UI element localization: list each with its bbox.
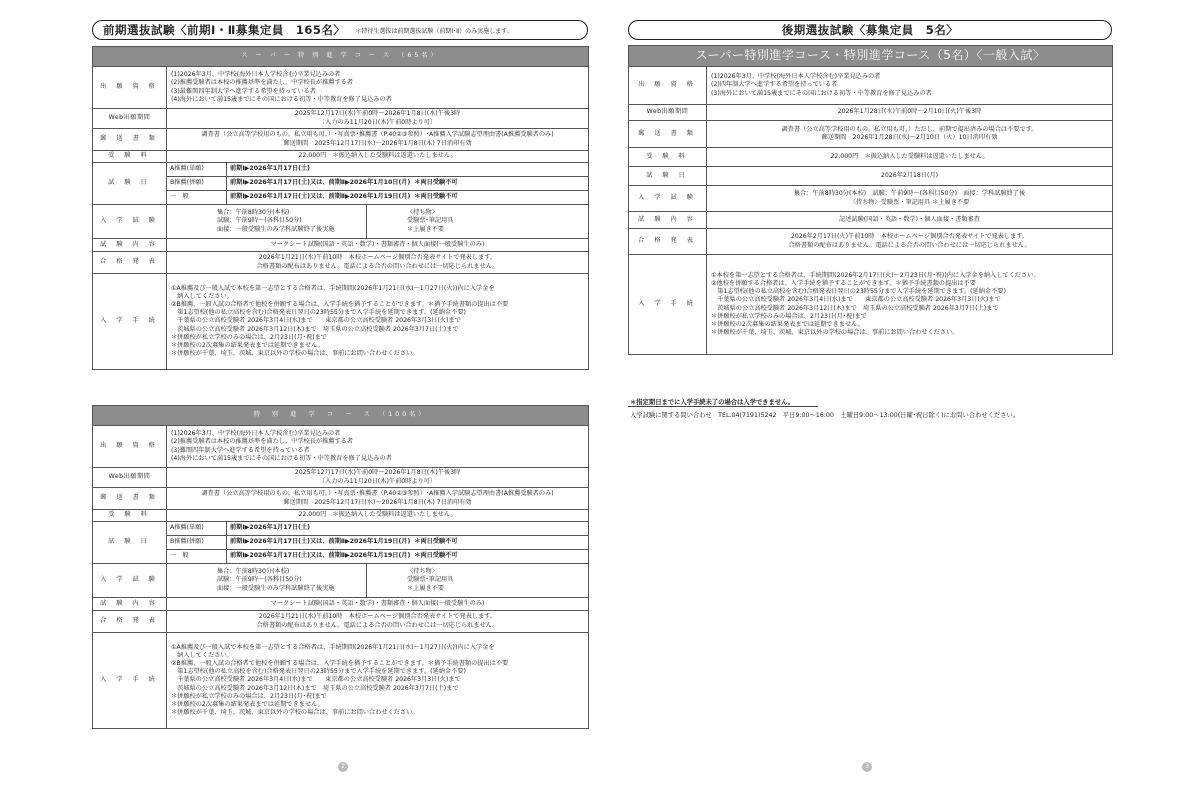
left-section-note: ＊特待生選抜は前期選抜試験（前期Ⅰ･Ⅱ）のみ実施します。 bbox=[355, 27, 513, 35]
exam-type-b: B推薦(併願) bbox=[167, 177, 227, 191]
right-section-pill bbox=[628, 20, 1112, 40]
exam-type-a: A推薦(単願) bbox=[167, 163, 227, 177]
exam-date-label: 試 験 日 bbox=[629, 167, 707, 186]
exam-type-general: 一 般 bbox=[167, 191, 227, 205]
exam-date-b: 前期Ⅰ▶2026年1月17日(土)又は、前期Ⅱ▶2026年1月19日(月) ＊両日受験不可 bbox=[227, 536, 589, 550]
exam-fee-text: 22,000円 ＊振込納入した受験料は返還いたしません。 bbox=[167, 151, 589, 163]
entrance-exam-label: 入 学 試 験 bbox=[629, 186, 707, 212]
page-number-right: 3 bbox=[862, 762, 872, 772]
mail-documents-label: 郵 送 書 類 bbox=[629, 121, 707, 148]
exam-fee-text: 22,000円 ＊振込納入した受験料は返還いたしません。 bbox=[167, 510, 589, 522]
procedure-label: 入 学 手 続 bbox=[93, 633, 167, 729]
footer-warning: ＊指定期日までに入学手続未了の場合は入学できません。 bbox=[630, 399, 795, 406]
page-number-left: 2 bbox=[338, 762, 348, 772]
mail-documents-text: 調査書（公立高等学校用のもの。私立用も可。）ただし、前期で提出済みの場合は不要です。 郵送期間 2026年1月28日(水)〜2月10日（火）10日消印有効 bbox=[707, 121, 1113, 148]
procedure-text: ①A推薦及び一般入試で本校を第一志望とする合格者は、手続期間(2026年1月21日(水)〜1月27日(火))内に入学金を 納入してください。 ②B推薦、一般入試の合格者で他校を併願する場合は、入学手続を猶予することができます。＊猶予手続書類の提出は不要 第1志望校(他の私立高校を含む)合格発表日翌日の23時55分まで入学手続を延期できます。(延納金不要) 千葉県の公立高校受験者 2026年3月4日(水)まで 東京都の公立高校受験者 2026年3月3日(火)まで 茨城県の公立高校受験者 2026年3月12日(木)まで 埼玉県の公立高校受験者 2026年3月7日(土)まで ＊併願校が私立学校のみの場合は、2月23日(月･祝)まで ＊併願校の2次募集の結果発表までは延期できません。 ＊併願校が千葉、埼玉、茨城、東京以外の学校の場合は、事前にお問い合わせください。 bbox=[167, 274, 589, 370]
course-header: スーパー特別進学コース・特別進学コース（5名）〈一般入試〉 bbox=[629, 46, 1113, 67]
eligibility-label: 出 願 資 格 bbox=[629, 67, 707, 105]
course-header: 特 別 進 学 コ ー ス （100名） bbox=[93, 406, 589, 426]
entrance-exam-text: 集合：午前8時30分(本校) 試験：午前9時〜(各科目50分) 面接：学科試験終了後 〈持ち物〉受験票・筆記用具 ＊上履き不要 bbox=[707, 186, 1113, 212]
mail-documents-text: 調査書（公立高等学校用のもの。私立用も可。）･写真票･推薦書（P.40②③参照）･A推薦入学試験志望理由書(A推薦受験者のみ) 郵送期間 2025年12月17日(水)〜2026年1月8日(木) 7日消印有効 bbox=[167, 129, 589, 151]
exam-fee-label: 受 験 料 bbox=[93, 151, 167, 163]
exam-content-text: マークシート試験(国語・英語・数学)・書類審査・個人面接(一般受験生のみ) bbox=[167, 239, 589, 252]
exam-date-label: 試 験 日 bbox=[93, 163, 167, 205]
footer-contact: 入学試験に関する問い合わせ TEL.04(7191)5242 平日9:00〜16:00 土曜日9:00〜13:00(日曜･祝日除く)にお問い合わせください。 bbox=[630, 412, 1020, 419]
exam-date-a: 前期Ⅰ▶2026年1月17日(土) bbox=[227, 522, 589, 536]
web-application-label: Web出願期間 bbox=[629, 105, 707, 121]
exam-date-general: 前期Ⅰ▶2026年1月17日(土)又は、前期Ⅱ▶2026年1月19日(月) ＊両日受験不可 bbox=[227, 550, 589, 564]
special-course-table bbox=[92, 405, 589, 729]
web-application-period: 2026年1月28日(水)午前0時〜2月10日(火)午後3時 bbox=[707, 105, 1113, 121]
exam-content-label: 試 験 内 容 bbox=[93, 239, 167, 252]
exam-content-label: 試 験 内 容 bbox=[93, 598, 167, 611]
eligibility-label: 出 願 資 格 bbox=[93, 67, 167, 109]
exam-content-text: 記述試験(国語・英語・数学)・個人面接・書類審査 bbox=[707, 212, 1113, 229]
exam-type-b: B推薦(併願) bbox=[167, 536, 227, 550]
course-header: ス ー パ ー 特 別 進 学 コ ー ス （65名） bbox=[93, 47, 589, 67]
mail-documents-label: 郵 送 書 類 bbox=[93, 488, 167, 510]
procedure-text: ①本校を第一志望とする合格者は、手続期間(2026年2月17日(火)〜2月23日(月･祝))内に入学金を納入してください。 ②他校を併願する合格者は、入学手続を猶予することができます。＊猶予手続書類の提出は不要 第1志望校(他の私立高校を含む)合格発表日翌日の23時55分まで入学手続を延期できます。(延納金不要) 千葉県の公立高校受験者 2026年3月4日(水)まで 東京都の公立高校受験者 2026年3月3日(火)まで 茨城県の公立高校受験者 2026年3月12日(木)まで 埼玉県の公立高校受験者 2026年3月7日(土)まで ＊併願校が私立学校のみの場合は、2月23日(月･祝)まで ＊併願校の2次募集の結果発表までは延期できません。 ＊併願校が千葉、埼玉、茨城、東京以外の学校の場合は、事前にお問い合わせください。 bbox=[707, 255, 1113, 355]
entrance-exam-schedule: 集合：午前8時30分(本校) 試験：午前9時〜(各科目50分) 面接：一般受験生のみ学科試験終了後実施 bbox=[167, 205, 367, 239]
exam-type-a: A推薦(単願) bbox=[167, 522, 227, 536]
exam-fee-label: 受 験 料 bbox=[629, 148, 707, 167]
web-application-period: 2025年12月17日(水)午前0時〜2026年1月8日(木)午後3時 〔入力のみ11月20日(木)午前0時より可〕 bbox=[167, 109, 589, 129]
eligibility-text: (1)2026年3月、中学校(海外日本人学校含む)卒業見込みの者 (2)推薦受験者は本校の推薦基準を満たし、中学校長が推薦する者 (3)難関四年制大学へ進学する希望を持っている者 (4)海外において満15歳までにその国における初等・中等教育を修了見込みの者 bbox=[167, 426, 589, 468]
left-section-title: 前期選抜試験〈前期Ⅰ・Ⅱ募集定員 165名〉 bbox=[103, 23, 346, 37]
web-application-period: 2025年12月17日(水)午前0時〜2026年1月8日(木)午後3時 〔入力のみ11月20日(木)午前0時より可〕 bbox=[167, 468, 589, 488]
exam-type-general: 一 般 bbox=[167, 550, 227, 564]
announcement-label: 合 格 発 表 bbox=[93, 611, 167, 633]
right-section-title: 後期選抜試験〈募集定員 5名〉 bbox=[781, 23, 959, 37]
exam-date-b: 前期Ⅰ▶2026年1月17日(土)又は、前期Ⅱ▶2026年1月10日(月) ＊両日受験不可 bbox=[227, 177, 589, 191]
entrance-exam-items: 〈持ち物〉 受験票･筆記用具 ＊上履き不要 bbox=[367, 564, 589, 598]
entrance-exam-label: 入 学 試 験 bbox=[93, 564, 167, 598]
announcement-text: 2026年1月21日(水)午前10時 本校ホームページ個別合否発表サイトで発表します。 合格書類の配布はありません。電話による合否の問い合わせには一切応じられません。 bbox=[167, 611, 589, 633]
entrance-exam-label: 入 学 試 験 bbox=[93, 205, 167, 239]
exam-date-general: 前期Ⅰ▶2026年1月17日(土)又は、前期Ⅱ▶2026年1月19日(月) ＊両日受験不可 bbox=[227, 191, 589, 205]
mail-documents-text: 調査書（公立高等学校用のもの。私立用も可。）･写真票･推薦書（P.40②③参照）･A推薦入学試験志望理由書(A推薦受験者のみ) 郵送期間 2025年12月17日(水)〜2026年1月8日(木) 7日消印有効 bbox=[167, 488, 589, 510]
super-special-course-table bbox=[92, 46, 589, 370]
procedure-label: 入 学 手 続 bbox=[629, 255, 707, 355]
web-application-label: Web出願期間 bbox=[93, 109, 167, 129]
exam-fee-label: 受 験 料 bbox=[93, 510, 167, 522]
announcement-text: 2026年1月21日(水)午前10時 本校ホームページ個別合否発表サイトで発表します。 合格書類の配布はありません。電話による合否の問い合わせには一切応じられません。 bbox=[167, 252, 589, 274]
eligibility-label: 出 願 資 格 bbox=[93, 426, 167, 468]
procedure-label: 入 学 手 続 bbox=[93, 274, 167, 370]
exam-date-a: 前期Ⅰ▶2026年1月17日(土) bbox=[227, 163, 589, 177]
exam-content-text: マークシート試験(国語・英語・数学)・書類審査・個人面接(一般受験生のみ) bbox=[167, 598, 589, 611]
announcement-text: 2026年2月17日(火)午前10時 本校ホームページ個別合否発表サイトで発表します。 合格書類の配布はありません。電話による合否の問い合わせには一切応じられません。 bbox=[707, 229, 1113, 255]
exam-fee-text: 22,000円 ＊振込納入した受験料は返還いたしません。 bbox=[707, 148, 1113, 167]
web-application-label: Web出願期間 bbox=[93, 468, 167, 488]
eligibility-text: (1)2026年3月、中学校(海外日本人学校含む)卒業見込みの者 (2)四年制大学へ進学する希望を持っている者 (3)海外において満15歳までにその国における初等・中等教育を修了見込みの者 bbox=[707, 67, 1113, 105]
exam-date-label: 試 験 日 bbox=[93, 522, 167, 564]
entrance-exam-items: 〈持ち物〉 受験票･筆記用具 ＊上履き不要 bbox=[367, 205, 589, 239]
announcement-label: 合 格 発 表 bbox=[629, 229, 707, 255]
entrance-exam-schedule: 集合：午前8時30分(本校) 試験：午前9時〜(各科目50分) 面接：一般受験生のみ学科試験終了後実施 bbox=[167, 564, 367, 598]
exam-content-label: 試 験 内 容 bbox=[629, 212, 707, 229]
mail-documents-label: 郵 送 書 類 bbox=[93, 129, 167, 151]
eligibility-text: (1)2026年3月、中学校(海外日本人学校含む)卒業見込みの者 (2)推薦受験者は本校の推薦基準を満たし、中学校長が推薦する者 (3)最難関四年制大学へ進学する希望を持っている者 (4)海外において満15歳までにその国における初等・中等教育を修了見込みの者 bbox=[167, 67, 589, 109]
announcement-label: 合 格 発 表 bbox=[93, 252, 167, 274]
exam-date-text: 2026年2月18日(月) bbox=[707, 167, 1113, 186]
left-section-pill bbox=[92, 20, 588, 40]
footer-divider bbox=[628, 406, 818, 407]
late-exam-table bbox=[628, 45, 1113, 355]
procedure-text: ①A推薦及び一般入試で本校を第一志望とする合格者は、手続期間(2026年1月21日(水)〜1月27日(火))内に入学金を 納入してください。 ②B推薦、一般入試の合格者で他校を併願する場合は、入学手続を猶予することができます。＊猶予手続書類の提出は不要 第1志望校(他の私立高校を含む)合格発表日翌日の23時55分まで入学手続を延期できます。(延納金不要) 千葉県の公立高校受験者 2026年3月4日(水)まで 東京都の公立高校受験者 2026年3月3日(火)まで 茨城県の公立高校受験者 2026年3月12日(木)まで 埼玉県の公立高校受験者 2026年3月7日(土)まで ＊併願校が私立学校のみの場合は、2月23日(月･祝)まで ＊併願校の2次募集の結果発表までは延期できません。 ＊併願校が千葉、埼玉、茨城、東京以外の学校の場合は、事前にお問い合わせください。 bbox=[167, 633, 589, 729]
